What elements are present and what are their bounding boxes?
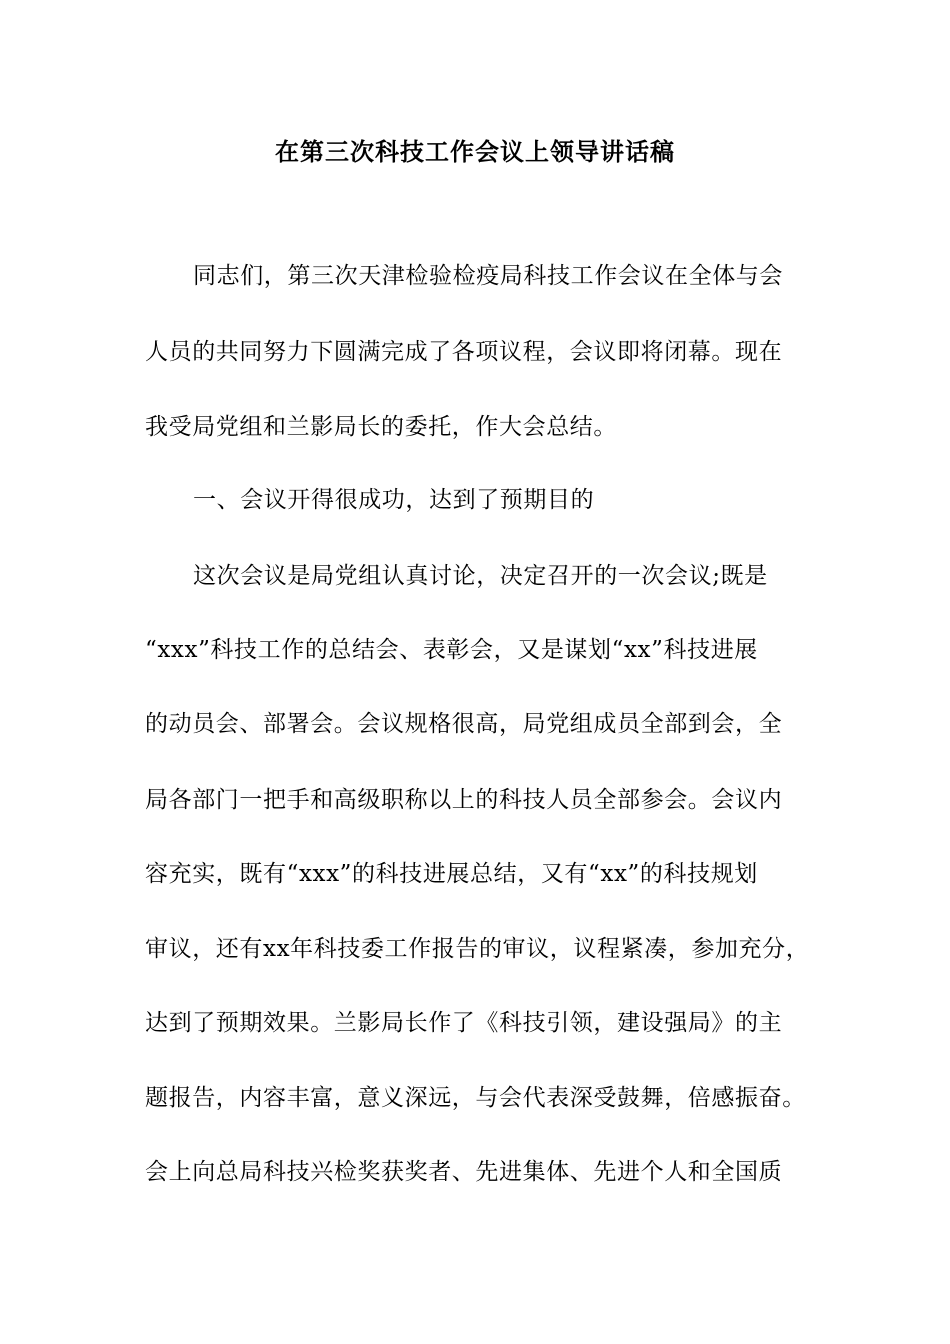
paragraph-line: “xxx”科技工作的总结会、表彰会，又是谋划“xx”科技进展 (145, 637, 758, 663)
paragraph-line: 容充实，既有“xxx”的科技进展总结，又有“xx”的科技规划 (145, 861, 758, 887)
section-heading: 一、会议开得很成功，达到了预期目的 (193, 487, 595, 513)
paragraph-line: 的动员会、部署会。会议规格很高，局党组成员全部到会，全 (145, 711, 783, 737)
document-title: 在第三次科技工作会议上领导讲话稿 (275, 137, 675, 166)
paragraph-line: 审议，还有xx年科技委工作报告的审议，议程紧凑，参加充分， (145, 936, 810, 962)
paragraph-line: 达到了预期效果。兰影局长作了《科技引领，建设强局》的主 (145, 1010, 783, 1036)
paragraph-line: 我受局党组和兰影局长的委托，作大会总结。 (145, 414, 617, 440)
paragraph-line: 题报告，内容丰富，意义深远，与会代表深受鼓舞，倍感振奋。 (145, 1085, 806, 1111)
paragraph-line: 局各部门一把手和高级职称以上的科技人员全部参会。会议内 (145, 787, 783, 813)
paragraph-line: 同志们，第三次天津检验检疫局科技工作会议在全体与会 (193, 263, 783, 289)
paragraph-line: 这次会议是局党组认真讨论，决定召开的一次会议;既是 (193, 563, 768, 589)
paragraph-line: 会上向总局科技兴检奖获奖者、先进集体、先进个人和全国质 (145, 1159, 783, 1185)
paragraph-line: 人员的共同努力下圆满完成了各项议程，会议即将闭幕。现在 (145, 339, 783, 365)
